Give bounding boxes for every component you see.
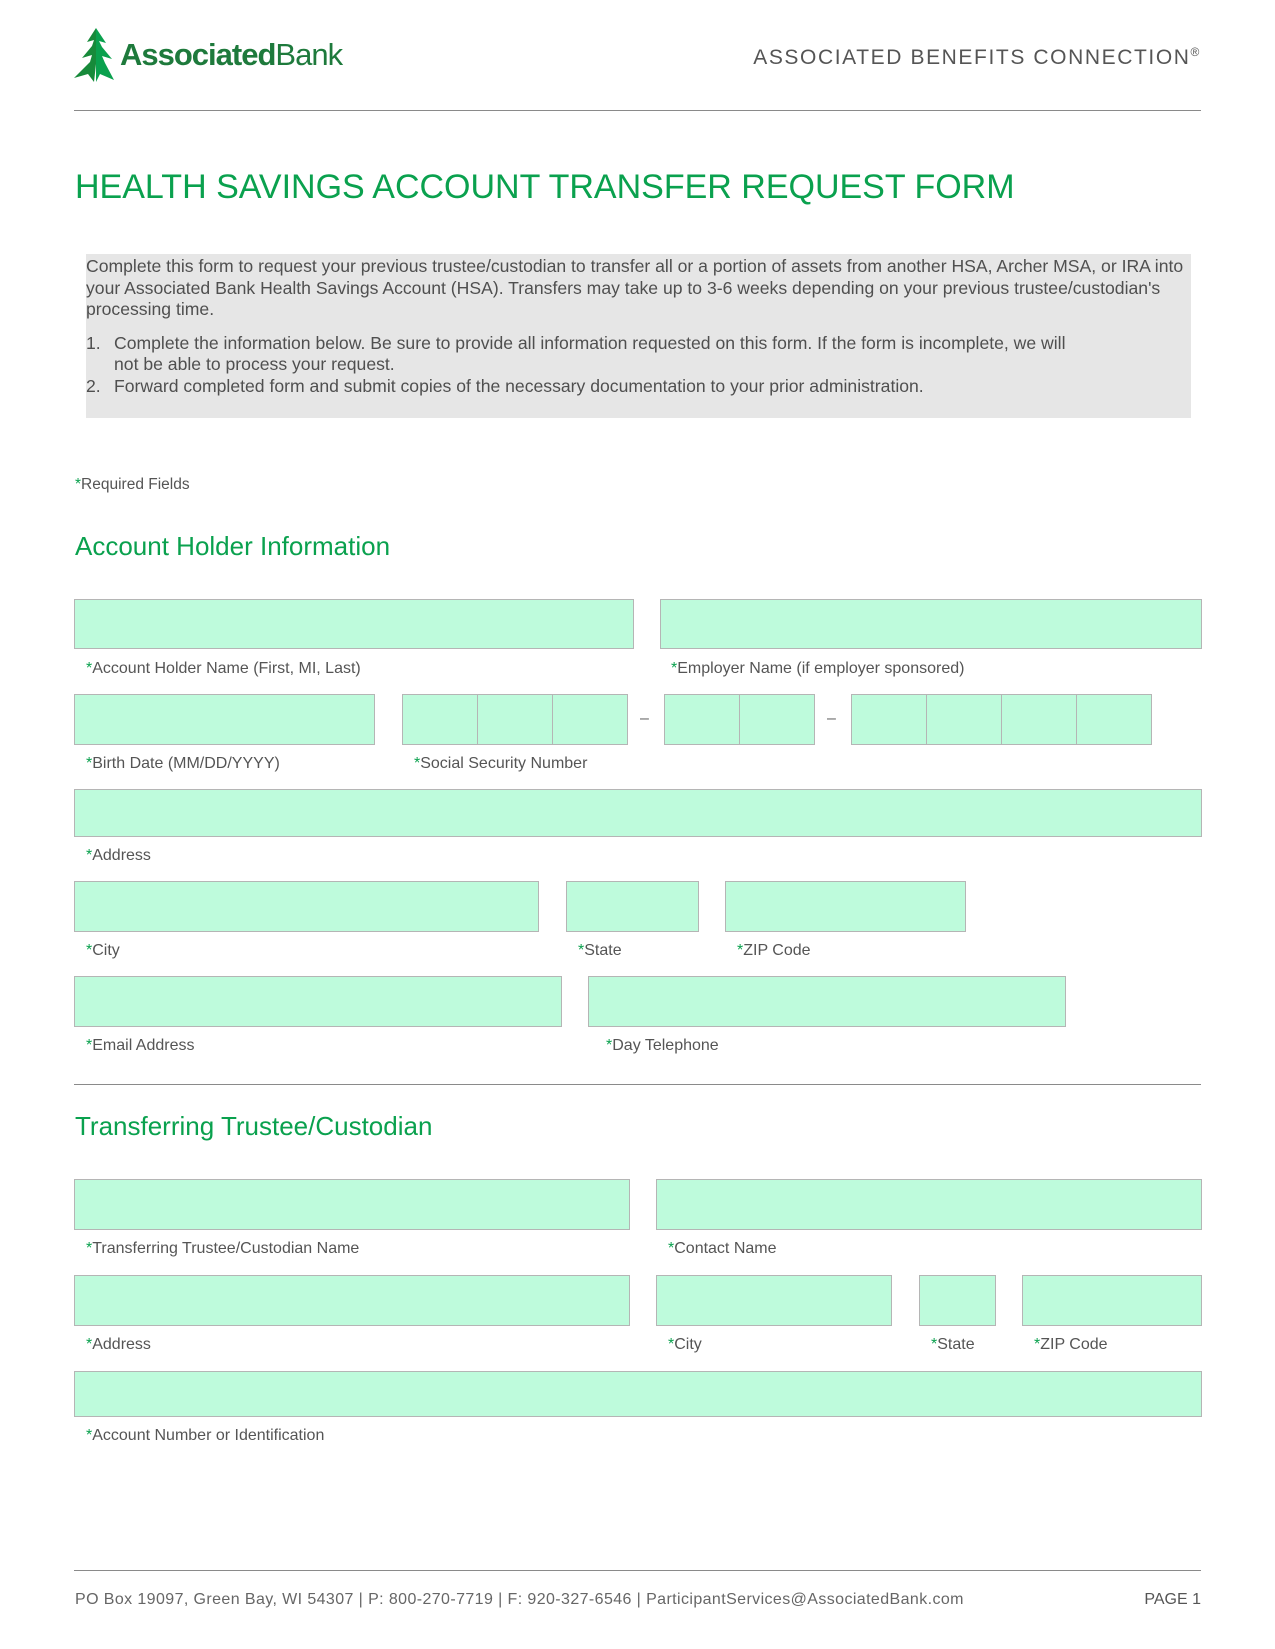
label-employer-name: *Employer Name (if employer sponsored) (671, 660, 965, 677)
footer-divider (74, 1570, 1201, 1571)
step-number: 1. (86, 332, 101, 353)
instructions-paragraph: Complete this form to request your previous trustee/custodian to transfer all or a portion of assets from another HSA, Archer MSA, or IRA into your Associated Bank Health Savings Account (HSA). Transfers may take up to 3-6 weeks depending on your previous trustee/custodian's processing time. (86, 256, 1184, 319)
trustee-city-field[interactable] (656, 1275, 892, 1326)
ssn-digit-field[interactable] (739, 694, 815, 745)
page-number: PAGE 1 (1144, 1591, 1201, 1608)
ssn-digit-field[interactable] (477, 694, 553, 745)
label-state: *State (578, 942, 622, 959)
instruction-step (86, 333, 1189, 376)
label-contact-name: *Contact Name (668, 1240, 777, 1257)
brand-heading (753, 45, 1201, 70)
contact-name-field[interactable] (656, 1179, 1202, 1230)
trustee-zip-code-field[interactable] (1022, 1275, 1202, 1326)
state-field[interactable] (566, 881, 699, 932)
ssn-digit-field[interactable] (851, 694, 927, 745)
day-telephone-field[interactable] (588, 976, 1066, 1027)
address-field[interactable] (74, 789, 1202, 837)
ssn-digit-field[interactable] (926, 694, 1002, 745)
trustee-state-field[interactable] (919, 1275, 996, 1326)
page-title: HEALTH SAVINGS ACCOUNT TRANSFER REQUEST FORM (75, 168, 1015, 206)
section-heading-account-holder: Account Holder Information (75, 531, 391, 561)
section-heading-trustee: Transferring Trustee/Custodian (75, 1111, 433, 1141)
email-field[interactable] (74, 976, 562, 1027)
label-trustee-city: *City (668, 1336, 702, 1353)
trustee-address-field[interactable] (74, 1275, 630, 1326)
instructions-box (86, 254, 1191, 418)
label-trustee-name: *Transferring Trustee/Custodian Name (86, 1240, 360, 1257)
employer-name-field[interactable] (660, 599, 1202, 649)
label-account-holder-name: *Account Holder Name (First, MI, Last) (86, 660, 361, 677)
trustee-name-field[interactable] (74, 1179, 630, 1230)
instruction-step (86, 376, 1189, 398)
step-number: 2. (86, 375, 101, 396)
header-divider (74, 110, 1201, 111)
label-city: *City (86, 942, 120, 959)
ssn-digit-field[interactable] (402, 694, 478, 745)
label-trustee-state: *State (931, 1336, 975, 1353)
ssn-digit-field[interactable] (552, 694, 628, 745)
label-zip-code: *ZIP Code (737, 942, 811, 959)
step-text: Complete the information below. Be sure to provide all information requested on this form. If the form is incomplete, we will not be able to process your request. (114, 332, 1066, 374)
required-fields-note (75, 476, 190, 494)
label-trustee-address: *Address (86, 1336, 151, 1353)
tree-logo-icon (74, 28, 114, 82)
label-account-number: *Account Number or Identification (86, 1427, 325, 1444)
logo-wordmark-regular: Bank (275, 37, 343, 72)
logo-wordmark-bold: Associated (120, 37, 276, 72)
birth-date-field[interactable] (74, 694, 375, 745)
label-trustee-zip-code: *ZIP Code (1034, 1336, 1108, 1353)
ssn-separator: – (827, 710, 836, 727)
registered-mark: ® (1190, 45, 1201, 59)
label-birth-date: *Birth Date (MM/DD/YYYY) (86, 755, 280, 772)
zip-code-field[interactable] (725, 881, 966, 932)
section-divider (74, 1084, 1201, 1085)
city-field[interactable] (74, 881, 539, 932)
instructions-steps (86, 333, 1189, 398)
ssn-digit-field[interactable] (1076, 694, 1152, 745)
step-text: Forward completed form and submit copies of the necessary documentation to your prior administration. (114, 375, 924, 396)
label-day-telephone: *Day Telephone (606, 1037, 719, 1054)
required-fields-text: Required Fields (81, 476, 190, 493)
account-number-field[interactable] (74, 1371, 1202, 1417)
account-holder-name-field[interactable] (74, 599, 634, 649)
footer-contact: PO Box 19097, Green Bay, WI 54307 | P: 800-270-7719 | F: 920-327-6546 | ParticipantServices@AssociatedBank.com (75, 1591, 964, 1608)
ssn-digit-field[interactable] (664, 694, 740, 745)
associated-bank-logo (74, 28, 342, 82)
ssn-separator: – (640, 710, 649, 727)
label-address: *Address (86, 847, 151, 864)
required-star: * (75, 476, 82, 493)
brand-text: ASSOCIATED BENEFITS CONNECTION (753, 46, 1191, 69)
label-email: *Email Address (86, 1037, 195, 1054)
label-ssn: *Social Security Number (414, 755, 588, 772)
ssn-digit-field[interactable] (1001, 694, 1077, 745)
